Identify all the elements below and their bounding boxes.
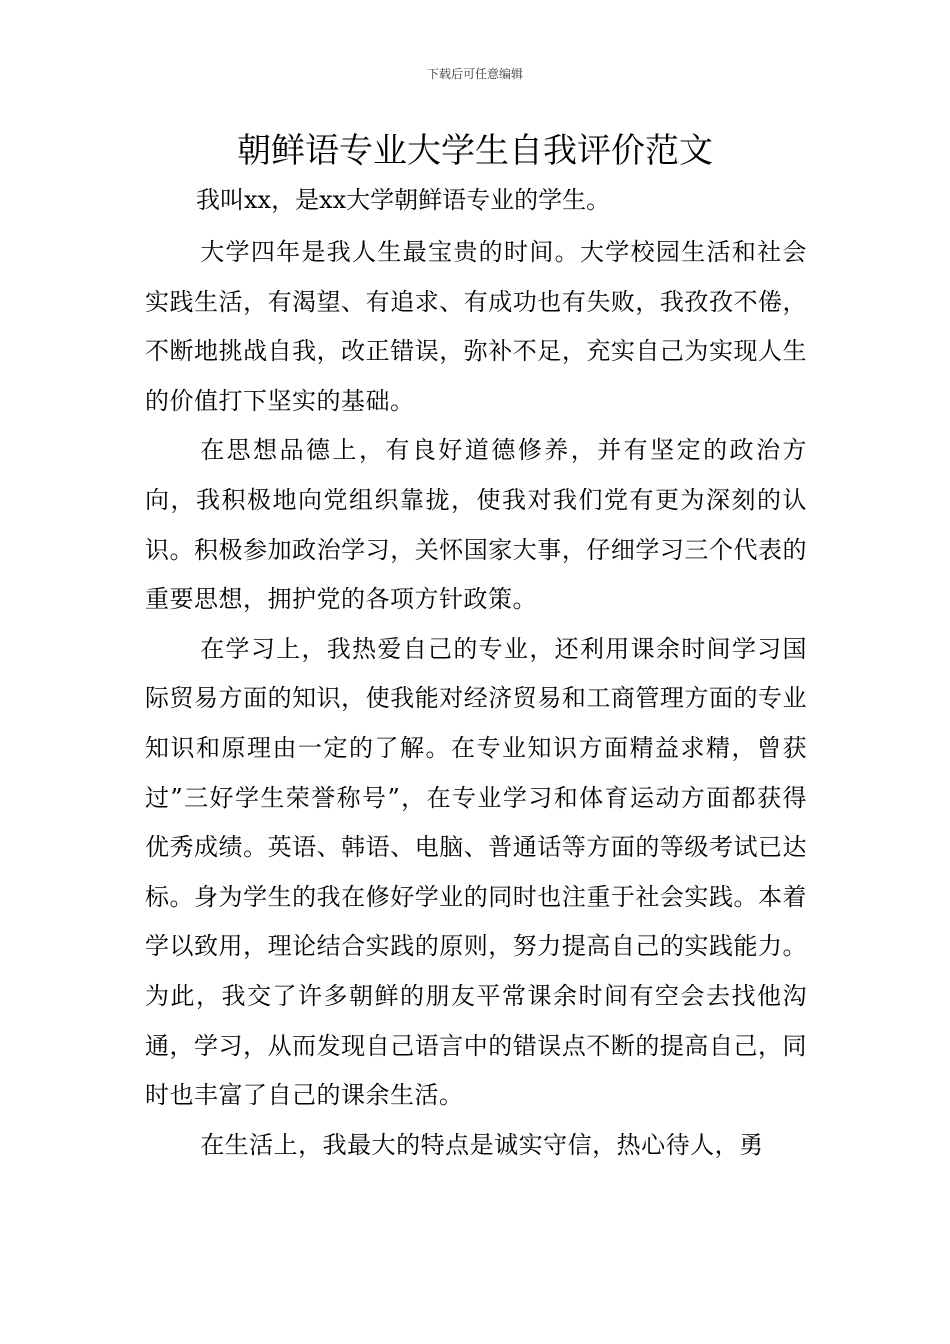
paragraph-ideology: 在思想品德上，有良好道德修养，并有坚定的政治方向，我积极地向党组织靠拢，使我对我们党有更为深刻的认识。积极参加政治学习，关怀国家大事，仔细学习三个代表的重要思想，拥护党的各项方针政策。 — [145, 436, 807, 614]
document-title: 朝鲜语专业大学生自我评价范文 — [237, 131, 713, 171]
paragraph-study: 在学习上，我热爱自己的专业，还利用课余时间学习国际贸易方面的知识，使我能对经济贸易和工商管理方面的专业知识和原理由一定的了解。在专业知识方面精益求精，曾获过”三好学生荣誉称号”，在专业学习和体育运动方面都获得优秀成绩。英语、韩语、电脑、普通话等方面的等级考试已达标。身为学生的我在修好学业的同时也注重于社会实践。本着学以致用，理论结合实践的原则，努力提高自己的实践能力。为此，我交了许多朝鲜的朋友平常课余时间有空会去找他沟通，学习，从而发现自己语言中的错误点不断的提高自己，同时也丰富了自己的课余生活。 — [145, 634, 807, 1110]
paragraph-university-years: 大学四年是我人生最宝贵的时间。大学校园生活和社会实践生活，有渴望、有追求、有成功也有失败，我孜孜不倦，不断地挑战自我，改正错误，弥补不足，充实自己为实现人生的价值打下坚实的基础。 — [145, 238, 807, 415]
header-note: 下载后可任意编辑 — [426, 67, 523, 81]
intro-line: 我叫xx，是xx大学朝鲜语专业的学生。 — [196, 186, 611, 214]
document-body — [145, 228, 807, 1170]
paragraph-life: 在生活上，我最大的特点是诚实守信，热心待人，勇 — [200, 1130, 764, 1159]
